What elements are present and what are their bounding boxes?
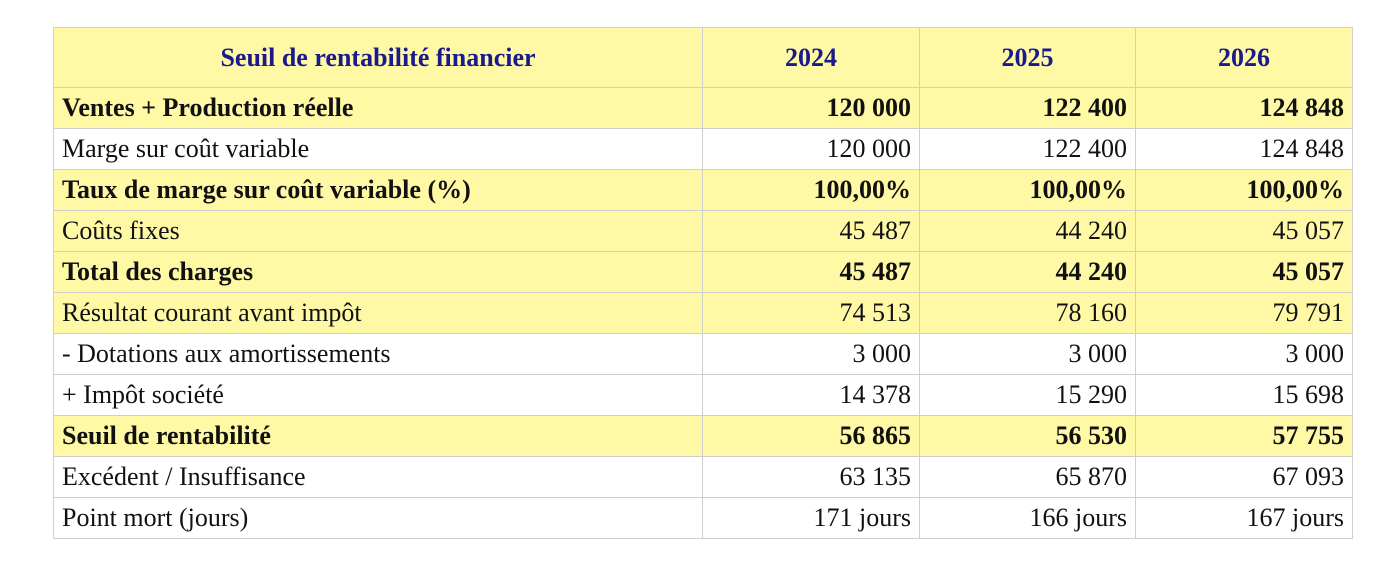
row-label: + Impôt société bbox=[54, 375, 703, 416]
row-value-2026: 57 755 bbox=[1136, 416, 1353, 457]
row-value-2024: 14 378 bbox=[703, 375, 920, 416]
table-row bbox=[54, 457, 1353, 498]
table-row bbox=[54, 375, 1353, 416]
year-header-2024: 2024 bbox=[703, 28, 920, 88]
row-value-2026: 124 848 bbox=[1136, 88, 1353, 129]
year-header-2025: 2025 bbox=[920, 28, 1136, 88]
row-value-2025: 100,00% bbox=[920, 170, 1136, 211]
row-value-2025: 166 jours bbox=[920, 498, 1136, 539]
break-even-table bbox=[53, 27, 1353, 539]
row-label: Taux de marge sur coût variable (%) bbox=[54, 170, 703, 211]
row-value-2025: 65 870 bbox=[920, 457, 1136, 498]
row-value-2024: 63 135 bbox=[703, 457, 920, 498]
row-value-2025: 15 290 bbox=[920, 375, 1136, 416]
row-value-2024: 45 487 bbox=[703, 211, 920, 252]
row-value-2024: 56 865 bbox=[703, 416, 920, 457]
row-label: Seuil de rentabilité bbox=[54, 416, 703, 457]
row-value-2025: 3 000 bbox=[920, 334, 1136, 375]
row-value-2025: 122 400 bbox=[920, 88, 1136, 129]
row-label: Coûts fixes bbox=[54, 211, 703, 252]
row-value-2025: 56 530 bbox=[920, 416, 1136, 457]
row-value-2026: 167 jours bbox=[1136, 498, 1353, 539]
row-label: Excédent / Insuffisance bbox=[54, 457, 703, 498]
table-row bbox=[54, 498, 1353, 539]
row-label: Point mort (jours) bbox=[54, 498, 703, 539]
table-row bbox=[54, 88, 1353, 129]
row-value-2025: 122 400 bbox=[920, 129, 1136, 170]
row-value-2025: 44 240 bbox=[920, 252, 1136, 293]
row-value-2024: 100,00% bbox=[703, 170, 920, 211]
row-label: - Dotations aux amortissements bbox=[54, 334, 703, 375]
table-row bbox=[54, 252, 1353, 293]
row-value-2026: 3 000 bbox=[1136, 334, 1353, 375]
row-value-2026: 79 791 bbox=[1136, 293, 1353, 334]
row-value-2024: 120 000 bbox=[703, 129, 920, 170]
row-label: Marge sur coût variable bbox=[54, 129, 703, 170]
row-value-2026: 45 057 bbox=[1136, 211, 1353, 252]
table-row bbox=[54, 334, 1353, 375]
row-value-2026: 67 093 bbox=[1136, 457, 1353, 498]
table-row bbox=[54, 129, 1353, 170]
row-value-2024: 3 000 bbox=[703, 334, 920, 375]
row-value-2026: 15 698 bbox=[1136, 375, 1353, 416]
row-value-2025: 78 160 bbox=[920, 293, 1136, 334]
row-value-2026: 45 057 bbox=[1136, 252, 1353, 293]
row-value-2024: 171 jours bbox=[703, 498, 920, 539]
row-value-2026: 124 848 bbox=[1136, 129, 1353, 170]
row-value-2024: 45 487 bbox=[703, 252, 920, 293]
table-header-row bbox=[54, 28, 1353, 88]
row-value-2024: 120 000 bbox=[703, 88, 920, 129]
row-value-2025: 44 240 bbox=[920, 211, 1136, 252]
table-row bbox=[54, 293, 1353, 334]
row-label: Total des charges bbox=[54, 252, 703, 293]
table-row bbox=[54, 416, 1353, 457]
row-label: Résultat courant avant impôt bbox=[54, 293, 703, 334]
table-title: Seuil de rentabilité financier bbox=[54, 28, 703, 88]
row-value-2026: 100,00% bbox=[1136, 170, 1353, 211]
row-label: Ventes + Production réelle bbox=[54, 88, 703, 129]
year-header-2026: 2026 bbox=[1136, 28, 1353, 88]
table-row bbox=[54, 170, 1353, 211]
row-value-2024: 74 513 bbox=[703, 293, 920, 334]
table-row bbox=[54, 211, 1353, 252]
